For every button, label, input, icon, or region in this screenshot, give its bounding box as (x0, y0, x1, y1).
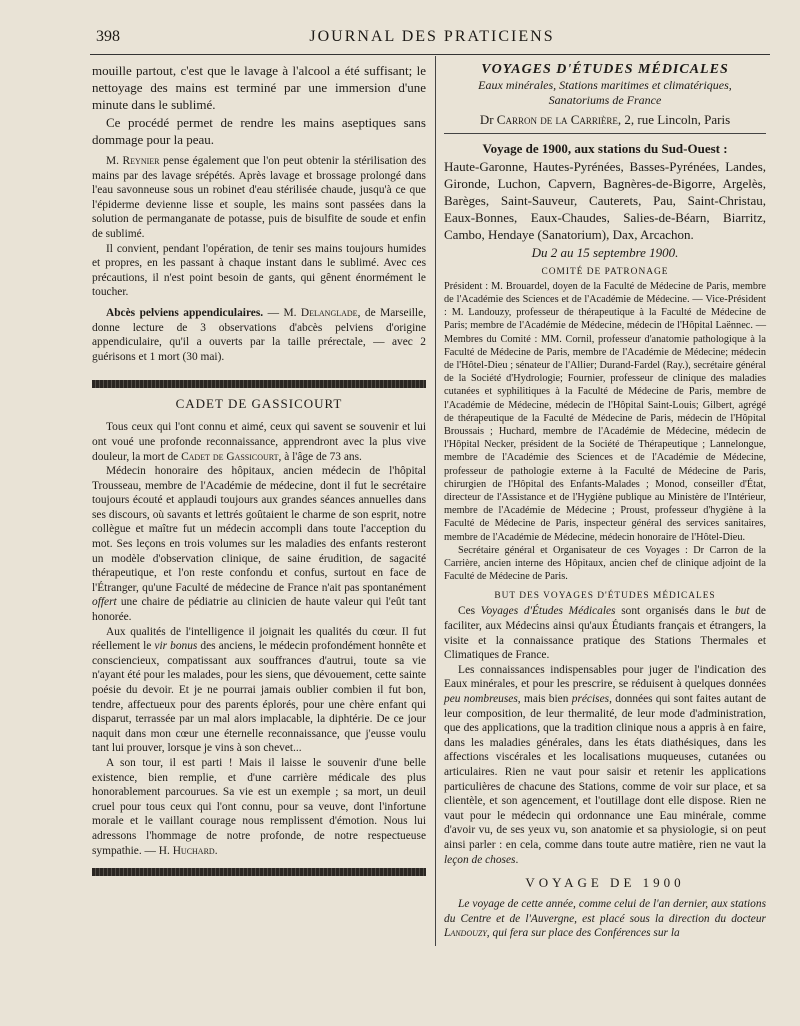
signature-huchard: Huchard. (172, 844, 218, 857)
paragraph-abces: Abcès pelviens appendiculaires. — M. Delanglade, de Marseille, donne lecture de 3 observations d'abcès pelviens d'origine appendiculaire, qu'il a ouverts par la taille prérectale, — avec 2 guérisons et 1 mort (30 mai). (92, 306, 426, 363)
header-rule (90, 54, 770, 55)
comite-text: Président : M. Brouardel, doyen de la Faculté de Médecine de Paris, membre de l'Académie des Sciences et de l'Académie de Médecine. — Vice-Président : M. Landouzy, professeur de thérapeutique à la Faculté de Médecine de Paris; membre de l'Académie de Médecine, médecin de l'Hôpital Laënnec. — Membres du Comité : MM. Cornil, professeur d'anatomie pathologique à la Faculté de Médecine de Paris, membre de l'Académie de Médecine; médecin de l'Hôtel-Dieu ; sénateur de l'Allier; Durand-Fardel (Ray.), secrétaire général de la Société d'Hydrologie; Fournier, professeur de clinique des maladies cutanées et syphilitiques à la Faculté de Médecine de Paris, membre de l'Académie de Médecine, médecin de l'Hôpital Saint-Louis; Gilbert, agrégé de thérapeutique de la Faculté de Médecine de Paris, médecin de l'Hôpital Broussais ; Huchard, membre de l'Académie de Médecine, médecin de l'Hôpital Necker, président de la Société de Thérapeutique ; Lannelongue, membre de l'Académie des Sciences et de l'Académie de Médecine, professeur de pathologie externe à la Faculté de Médecine de Paris, chirurgien de l'Hôpital des Enfants-Malades ; Monod, conseiller d'État, directeur de l'Assistance et de l'Hygiène publique au Ministère de l'Intérieur, membre de l'Académie de Médecine ; Proust, professeur d'hygiène à la Faculté de Médecine de Paris, inspecteur général des services sanitaires, membre de l'Académie de Médecine, médecin honoraire de l'Hôtel-Dieu. (444, 280, 766, 543)
author-delanglade: Delanglade (300, 306, 358, 319)
paragraph-reynier: M. Reynier pense également que l'on peut obtenir la stérilisation des mains par des lavage srépétés. Après lavage et brossage prolongé dans l'eau savonneuse sous un robinet d'eau stérilisée chaude, jusqu'à ce que l'épiderme devienne lisse et souple, les mains sont passées dans la solution de permanganate de potasse, puis de bisulfite de soude et enfin de sublimé. (92, 155, 427, 240)
but-paragraph-1: Ces Voyages d'Études Médicales sont organisés dans le but de faciliter, aux Médecins ainsi qu'aux Étudiants français et étrangers, la visite et la connaissance pratique des Stations Thermales et Climatiques de France. (444, 605, 766, 662)
voyages-subtitle-2: Sanatoriums de France (548, 92, 662, 107)
journal-title: JOURNAL DES PRATICIENS (309, 28, 555, 45)
voyages-box-title: VOYAGES D'ÉTUDES MÉDICALES (481, 62, 729, 77)
but-title: BUT DES VOYAGES D'ÉTUDES MÉDICALES (494, 591, 716, 602)
paragraph-precautions: Il convient, pendant l'opération, de tenir ses mains toujours humides et propres, en les passant à chaque instant dans le sublimé. Avec ces précautions, il n'est point besoin de gants, qui gênent énormément le toucher. (92, 242, 426, 299)
author-reynier: M. Reynier (106, 155, 160, 168)
page-header (96, 28, 768, 50)
secretaire-text: Secrétaire général et Organisateur de ces Voyages : Dr Carron de la Carrière, ancien interne des Hôpitaux, ancien chef de clinique adjoint de la Faculté de Médecine de Paris. (444, 544, 766, 583)
voyage-1900-paragraph: Le voyage de cette année, comme celui de l'an dernier, aux stations du Centre et de l'Auvergne, est placé sous la direction du docteur Landouzy, qui fera sur place des Conférences sur la (444, 898, 766, 940)
voyage-1900-heading: VOYAGE DE 1900 (525, 875, 685, 891)
right-column (444, 62, 766, 941)
obituary-paragraph-2: Médecin honoraire des hôpitaux, ancien médecin de l'hôpital Trousseau, membre de l'Académie de médecine, dont il fut le secrétaire toujours écouté et applaudi toujours aux grandes séances annuelles dans ses discours, où savants et lettrés goûtaient le charme de son esprit, notre collègue et maître fut un médecin accompli dans toute l'acception du mot. Ses leçons en trois volumes sur les maladies des enfants resteront un modèle d'observation clinique, de saine érudition, de sagacité thérapeutique, et l'on reste confondu et confus, surtout en face de l'Étranger, qu'une Faculté de médecine de France n'ait pas spontanément offert une chaire de pédiatrie au clinicien de haute valeur qui l'eût tant honorée. (92, 465, 426, 624)
voyages-subtitle-1: Eaux minérales, Stations maritimes et climatériques, (478, 78, 732, 92)
but-paragraph-2: Les connaissances indispensables pour juger de l'indication des Eaux minérales, et pour les prescrire, se réduisent à quelques données peu nombreuses, mais bien précises, données qui sont faites autant de leur composition, de leur thermalité, de leur mode d'administration, que des applications, que la tradition clinique nous a appris à en faire, dans les maladies générales, dans les états diathésiques, dans les affections viscérales et les localisations muqueuses, cutanées ou articulaires. Rien ne vaut pour saisir et retenir les applications particulières de chacune des Stations, comme de voir sur place, et sa clientèle, et son agencement, et l'outillage dont elle dispose. Rien ne vaut pour le médecin qui ordonnance une Eau minérale, comme d'avoir vu, de ses yeux vu, son anatomie et sa physiologie, si on peut ainsi parler : en cela, comme dans toute autre matière, rien ne vaut la leçon de choses. (444, 663, 767, 866)
comite-title: COMITÉ DE PATRONAGE (541, 266, 669, 277)
voyage-1900-title: Voyage de 1900, aux stations du Sud-Ouest : (482, 141, 728, 157)
voyages-contact: Dr Carron de la Carrière, 2, rue Lincoln, Paris (479, 112, 731, 128)
abces-title: Abcès pelviens appendiculaires. (106, 306, 264, 319)
section-separator (92, 380, 426, 388)
paragraph-procede: Ce procédé permet de rendre les mains aseptiques sans dommage pour la peau. (92, 114, 426, 147)
column-divider (435, 56, 436, 946)
obituary-paragraph-4: A son tour, il est parti ! Mais il laisse le souvenir d'une belle existence, bien remplie, et d'une carrière médicale des plus honorablement parcourues. Sa vie est un exemple ; sa mort, un deuil cruel pour tous ceux qui l'ont connu, pour sa veuve, dont l'infortune morale et le vaillant courage nous remplissent d'émotion. Nous lui adressons l'hommage de notre profonde, de notre respectueuse sympathie. — H. Huchard. (92, 756, 426, 857)
obituary-paragraph-3: Aux qualités de l'intelligence il joignait les qualités du cœur. Il fut réellement le vir bonus des anciens, le médecin profondément honnête et consciencieux, compatissant aux souffrances d'autrui, toute sa vie n'ayant été pour les malades, pour les siens, que dévouement, cette sainte poésie du devoir. Et je ne pourrai jamais oublier combien il fut bon, tendre, affectueux pour des parents éplorés, pour une chère enfant qui disparut, terrassée par un mal alors implacable, la diphtérie. De ce jour naquit dans mon cœur une éternelle reconnaissance, que j'eusse voulu tant lui prouver, lorsque je vins à son chevet... (92, 625, 426, 755)
left-column (92, 62, 426, 876)
section-separator-bottom (92, 868, 426, 876)
page-number: 398 (96, 28, 120, 45)
voyages-box-rule (444, 133, 766, 134)
voyage-dates: Du 2 au 15 septembre 1900. (531, 244, 679, 260)
voyage-stations-list: Haute-Garonne, Hautes-Pyrénées, Basses-Pyrénées, Landes, Gironde, Luchon, Capvern, Bagnères-de-Bigorre, Argelès, Barèges, Saint-Sauveur, Cauterets, Pau, Saint-Christau, Eaux-Bonnes, Eaux-Chaudes, Salies-de-Béarn, Biarritz, Cambo, Hendaye (Sanatorium), Dax, Arcachon. (444, 158, 766, 243)
obituary-title: CADET DE GASSICOURT (175, 396, 343, 412)
obituary-paragraph-1: Tous ceux qui l'ont connu et aimé, ceux qui savent se souvenir et lui ont voué une profonde reconnaissance, apprendront avec la plus vive douleur, la mort de Cadet de Gassicourt, à l'âge de 73 ans. (92, 421, 426, 463)
paragraph-lavage: mouille partout, c'est que le lavage à l'alcool a été suffisant; le nettoyage des mains est terminé par une immersion d'une minute dans le sublimé. (92, 63, 426, 113)
